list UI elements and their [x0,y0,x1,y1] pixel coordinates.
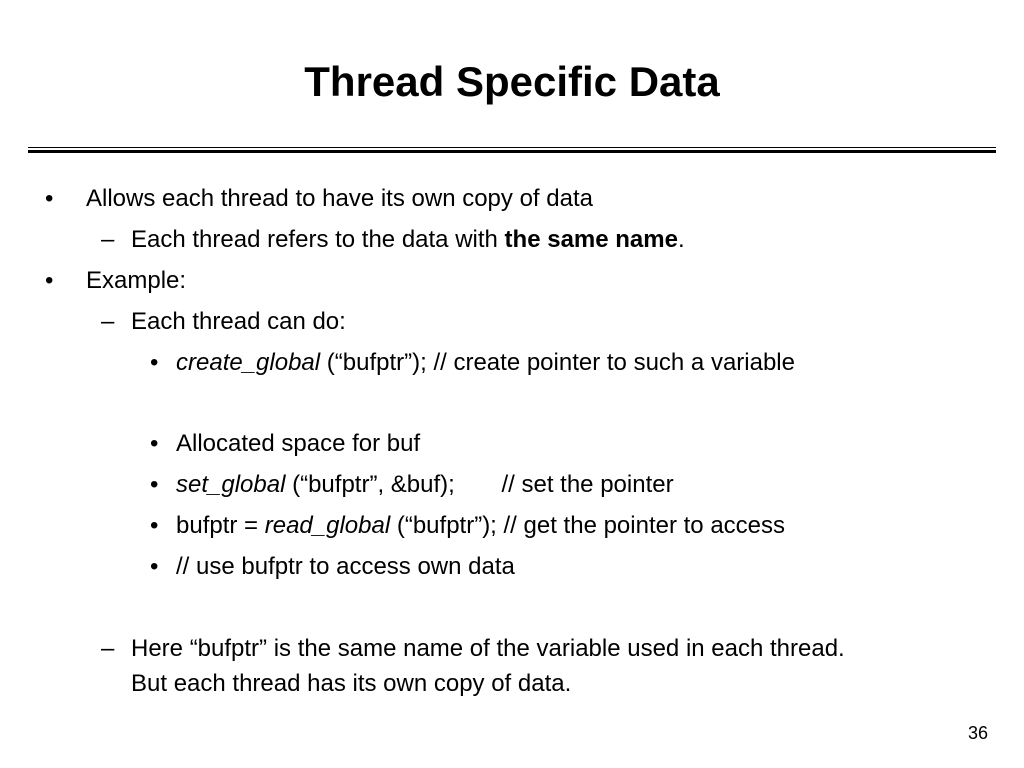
slide-title: Thread Specific Data [304,58,720,105]
emphasis-same-name: the same name [504,226,678,253]
sub-text [131,225,685,255]
code-rest: (“bufptr”, &buf); // set the pointer [285,471,674,498]
sub-text-period: . [677,226,685,253]
bullet-marker: • [150,512,159,539]
code-line [176,511,785,541]
dash-marker: – [101,308,115,335]
bullet-marker: • [45,185,54,212]
bullet-marker: • [150,349,159,376]
page-number: 36 [967,723,988,743]
bullet-text: Example: [86,267,187,294]
dash-marker: – [101,226,115,253]
code-line: Allocated space for buf [176,430,421,457]
bullet-marker: • [45,267,54,294]
bullet-marker: • [150,471,159,498]
bullet-text: Allows each thread to have its own copy of data [86,185,593,212]
bullet-marker: • [150,553,159,580]
code-pre: bufptr = [176,512,265,539]
code-rest: (“bufptr”); // get the pointer to access [390,512,786,539]
code-rest: (“bufptr”); // create pointer to such a variable [320,349,795,376]
code-line: // use bufptr to access own data [176,553,515,580]
function-name: create_global [176,349,321,376]
function-name: set_global [176,471,286,498]
sub-text-plain: Each thread refers to the data with [131,226,505,253]
title-divider-thin [28,147,996,148]
sub-text-line-1: Here “bufptr” is the same name of the variable used in each thread. [131,635,845,662]
sub-text-line-2: But each thread has its own copy of data. [131,670,572,697]
code-line [176,470,674,500]
bullet-marker: • [150,430,159,457]
title-divider-thick [28,150,996,153]
function-name: read_global [264,512,391,539]
sub-text: Each thread can do: [131,308,346,335]
code-line [176,348,795,378]
dash-marker: – [101,635,115,662]
